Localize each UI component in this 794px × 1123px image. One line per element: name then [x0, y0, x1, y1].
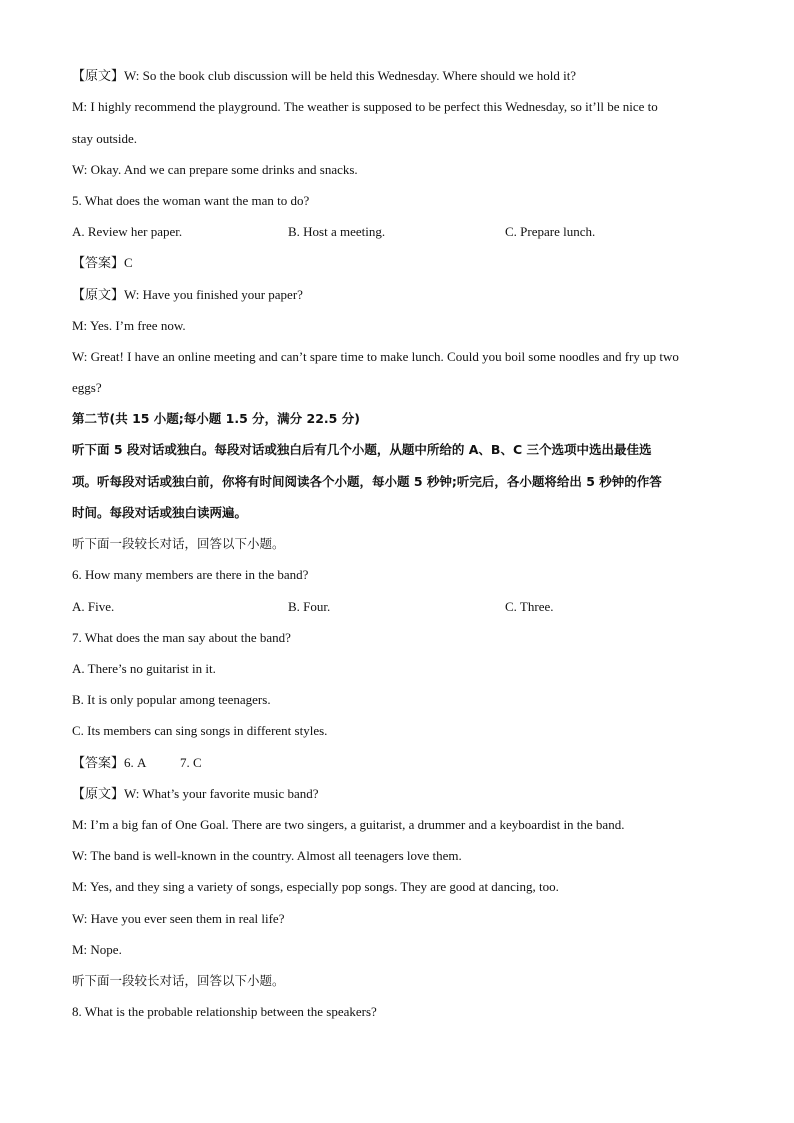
transcript-line: W: The band is well-known in the country. Almost all teenagers love them.	[72, 848, 462, 863]
option-b: B. Host a meeting.	[288, 224, 386, 239]
transcript-line: M: Yes, and they sing a variety of songs, especially pop songs. They are good at dancing, too.	[72, 879, 559, 894]
answer-line: 【答案】6. A	[72, 755, 147, 770]
transcript-line: M: I’m a big fan of One Goal. There are two singers, a guitarist, a drummer and a keyboardist in the band.	[72, 817, 625, 832]
section-heading: 第二节(共 15 小题;每小题 1.5 分，满分 22.5 分)	[72, 411, 360, 426]
option-b: B. Four.	[288, 599, 331, 614]
instruction-line: 项。听每段对话或独白前，你将有时间阅读各个小题，每小题 5 秒钟;听完后，各小题将给出 5 秒钟的作答	[72, 474, 662, 489]
option-c: C. Its members can sing songs in different styles.	[72, 723, 328, 738]
transcript-line: M: I highly recommend the playground. The weather is supposed to be perfect this Wednesday, so it’ll be nice to	[72, 99, 658, 114]
option-a: A. Five.	[72, 599, 115, 614]
instruction-line: 时间。每段对话或独白读两遍。	[72, 505, 248, 520]
transcript-line: 【原文】W: Have you finished your paper?	[72, 287, 303, 302]
transcript-line: eggs?	[72, 380, 102, 395]
question-7: 7. What does the man say about the band?	[72, 630, 291, 645]
answer-line: 【答案】C	[72, 255, 133, 270]
transcript-line: M: Yes. I’m free now.	[72, 318, 186, 333]
option-a: A. There’s no guitarist in it.	[72, 661, 216, 676]
transcript-line: W: Have you ever seen them in real life?	[72, 911, 285, 926]
dialogue-intro: 听下面一段较长对话，回答以下小题。	[72, 973, 285, 988]
dialogue-intro: 听下面一段较长对话，回答以下小题。	[72, 536, 285, 551]
transcript-line: W: Great! I have an online meeting and can’t spare time to make lunch. Could you boil some noodles and fry up two	[72, 349, 679, 364]
transcript-line: stay outside.	[72, 131, 137, 146]
option-a: A. Review her paper.	[72, 224, 183, 239]
option-b: B. It is only popular among teenagers.	[72, 692, 271, 707]
question-8: 8. What is the probable relationship between the speakers?	[72, 1004, 377, 1019]
instruction-line: 听下面 5 段对话或独白。每段对话或独白后有几个小题，从题中所给的 A、B、C 三个选项中选出最佳选	[72, 442, 652, 457]
question-5: 5. What does the woman want the man to do?	[72, 193, 310, 208]
question-6: 6. How many members are there in the band?	[72, 567, 309, 582]
transcript-line: W: Okay. And we can prepare some drinks and snacks.	[72, 162, 358, 177]
option-c: C. Prepare lunch.	[505, 224, 596, 239]
transcript-line: M: Nope.	[72, 942, 122, 957]
option-c: C. Three.	[505, 599, 554, 614]
transcript-line: 【原文】W: What’s your favorite music band?	[72, 786, 319, 801]
transcript-line: 【原文】W: So the book club discussion will be held this Wednesday. Where should we hold it?	[72, 68, 577, 83]
answer-line-7: 7. C	[180, 755, 202, 770]
